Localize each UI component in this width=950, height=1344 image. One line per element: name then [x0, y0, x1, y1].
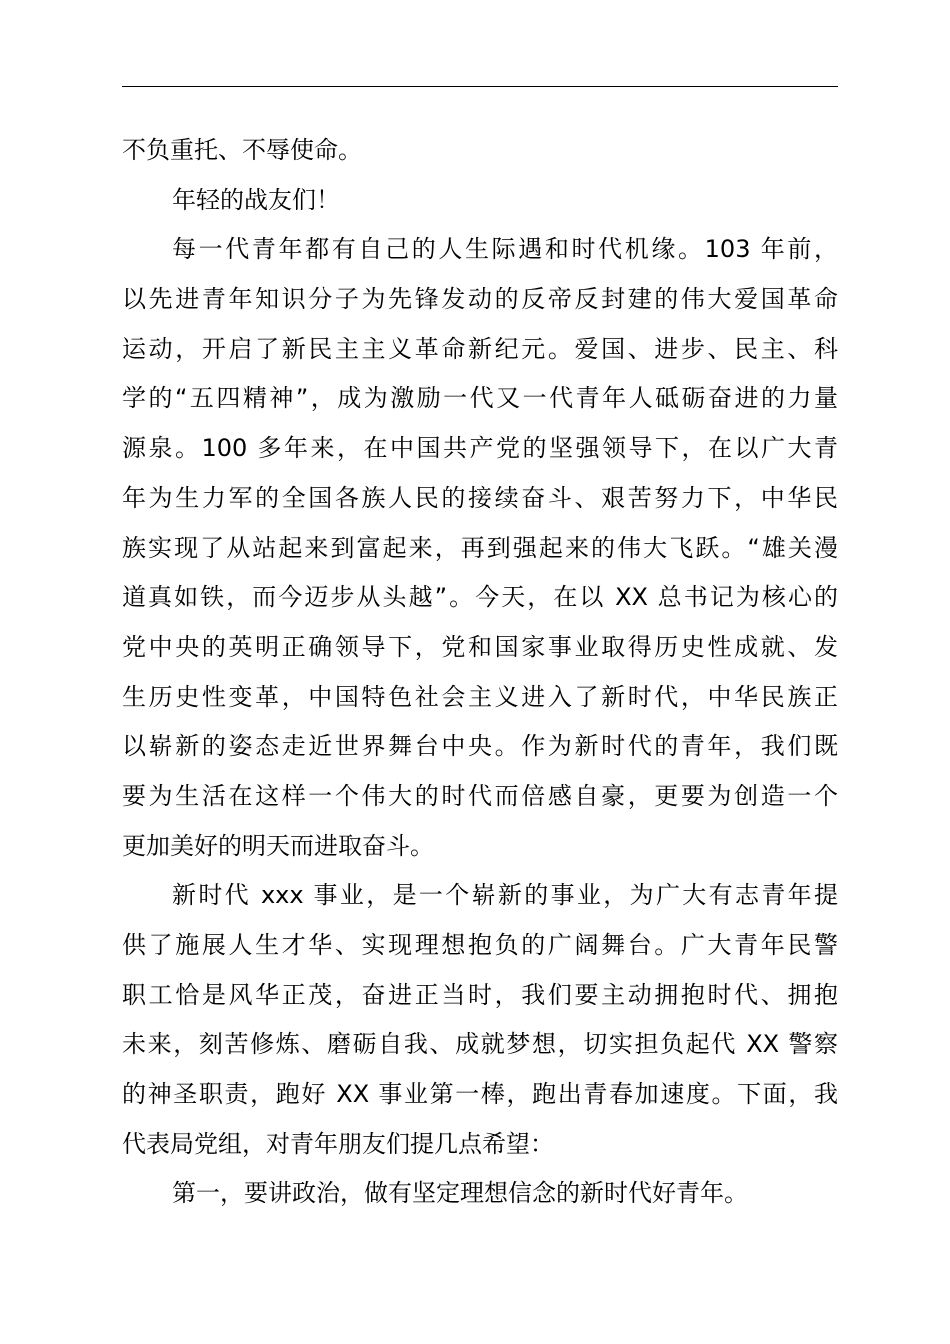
text-line: 生历史性变革，中国特色社会主义进入了新时代，中华民族正 — [122, 682, 838, 711]
text-line: 不负重托、不辱使命。 — [122, 136, 362, 164]
text-line: 党中央的英明正确领导下，党和国家事业取得历史性成就、发 — [122, 632, 838, 661]
text-line: 未来，刻苦修炼、磨砺自我、成就梦想，切实担负起代 XX 警察 — [122, 1030, 838, 1059]
text-line: 新时代 xxx 事业，是一个崭新的事业，为广大有志青年提 — [172, 881, 838, 910]
text-line: 以先进青年知识分子为先锋发动的反帝反封建的伟大爱国革命 — [122, 285, 838, 314]
text-line: 第一，要讲政治，做有坚定理想信念的新时代好青年。 — [172, 1179, 748, 1208]
text-line: 代表局党组，对青年朋友们提几点希望： — [122, 1129, 554, 1158]
header-rule — [122, 86, 838, 87]
text-line: 年轻的战友们！ — [172, 185, 340, 214]
text-line: 的神圣职责，跑好 XX 事业第一棒，跑出青春加速度。下面，我 — [122, 1080, 838, 1109]
text-line: 运动，开启了新民主主义革命新纪元。爱国、进步、民主、科 — [122, 334, 838, 363]
text-line: 道真如铁，而今迈步从头越”。今天，在以 XX 总书记为核心的 — [122, 583, 838, 612]
text-line: 每一代青年都有自己的人生际遇和时代机缘。103 年前， — [172, 235, 838, 264]
text-line: 学的“五四精神”，成为激励一代又一代青年人砥砺奋进的力量 — [122, 384, 838, 413]
text-line: 职工恰是风华正茂，奋进正当时，我们要主动拥抱时代、拥抱 — [122, 980, 838, 1009]
text-line: 要为生活在这样一个伟大的时代而倍感自豪，更要为创造一个 — [122, 781, 838, 810]
text-line: 供了施展人生才华、实现理想抱负的广阔舞台。广大青年民警 — [122, 931, 838, 959]
document-body — [122, 126, 838, 1219]
text-line: 源泉。100 多年来，在中国共产党的坚强领导下，在以广大青 — [122, 434, 838, 463]
text-line: 以崭新的姿态走近世界舞台中央。作为新时代的青年，我们既 — [122, 732, 838, 761]
text-line: 更加美好的明天而进取奋斗。 — [122, 831, 434, 860]
text-line: 年为生力军的全国各族人民的接续奋斗、艰苦努力下，中华民 — [122, 483, 838, 512]
text-line: 族实现了从站起来到富起来，再到强起来的伟大飞跃。“雄关漫 — [122, 533, 838, 562]
